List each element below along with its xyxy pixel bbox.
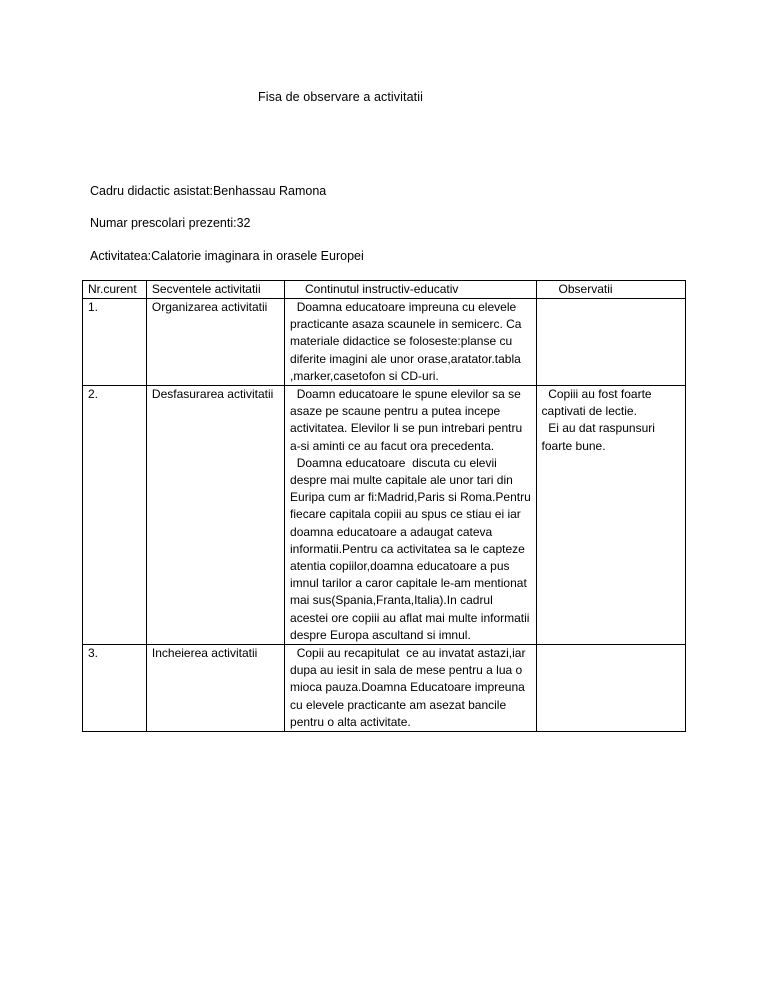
table-row: [83, 386, 686, 645]
cell-nr: 1.: [83, 299, 147, 386]
header-nr: Nr.curent: [83, 281, 147, 299]
cell-observatii: Copiii au fost foarte captivati de lectie. Ei au dat raspunsuri foarte bune.: [536, 386, 685, 645]
document-title: Fisa de observare a activitatii: [258, 90, 423, 104]
cell-observatii: [536, 645, 685, 732]
teacher-line: Cadru didactic asistat:Benhassau Ramona: [90, 184, 327, 198]
cell-nr: 3.: [83, 645, 147, 732]
cell-observatii: [536, 299, 685, 386]
observation-table: [82, 280, 686, 732]
cell-secventa: Desfasurarea activitatii: [146, 386, 284, 645]
cell-continut: Doamn educatoare le spune elevilor sa se asaze pe scaune pentru a putea incepe activitatea. Elevilor li se pun intrebari pentru a-si aminti ce au facut ora precedenta. Doamna educatoare discuta cu elevii despre mai multe capitale ale unor tari din Euripa cum ar fi:Madrid,Paris si Roma.Pentru fiecare capitala copiii au spus ce stiau ei iar doamna educatoare a adaugat cateva informatii.Pentru ca activitatea sa le capteze atentia copiilor,doamna educatoare a pus imnul tarilor a caror capitale le-am mentionat mai sus(Spania,Franta,Italia).In cadrul acestei ore copiii au aflat mai multe informatii despre Europa ascultand si imnul.: [285, 386, 537, 645]
table-row: [83, 299, 686, 386]
activity-line: Activitatea:Calatorie imaginara in orasele Europei: [90, 249, 364, 263]
table-header-row: [83, 281, 686, 299]
header-secvente: Secventele activitatii: [146, 281, 284, 299]
cell-secventa: Incheierea activitatii: [146, 645, 284, 732]
header-observatii: Observatii: [536, 281, 685, 299]
cell-secventa: Organizarea activitatii: [146, 299, 284, 386]
header-continut: Continutul instructiv-educativ: [285, 281, 537, 299]
table-row: [83, 645, 686, 732]
children-count-line: Numar prescolari prezenti:32: [90, 216, 251, 230]
cell-continut: Doamna educatoare impreuna cu elevele practicante asaza scaunele in semicerc. Ca materiale didactice se foloseste:planse cu diferite imagini ale unor orase,aratator.tabla ,marker,casetofon si CD-uri.: [285, 299, 537, 386]
cell-continut: Copii au recapitulat ce au invatat astazi,iar dupa au iesit in sala de mese pentru a lua o mioca pauza.Doamna Educatoare impreuna cu elevele practicante am asezat bancile pentru o alta activitate.: [285, 645, 537, 732]
cell-nr: 2.: [83, 386, 147, 645]
